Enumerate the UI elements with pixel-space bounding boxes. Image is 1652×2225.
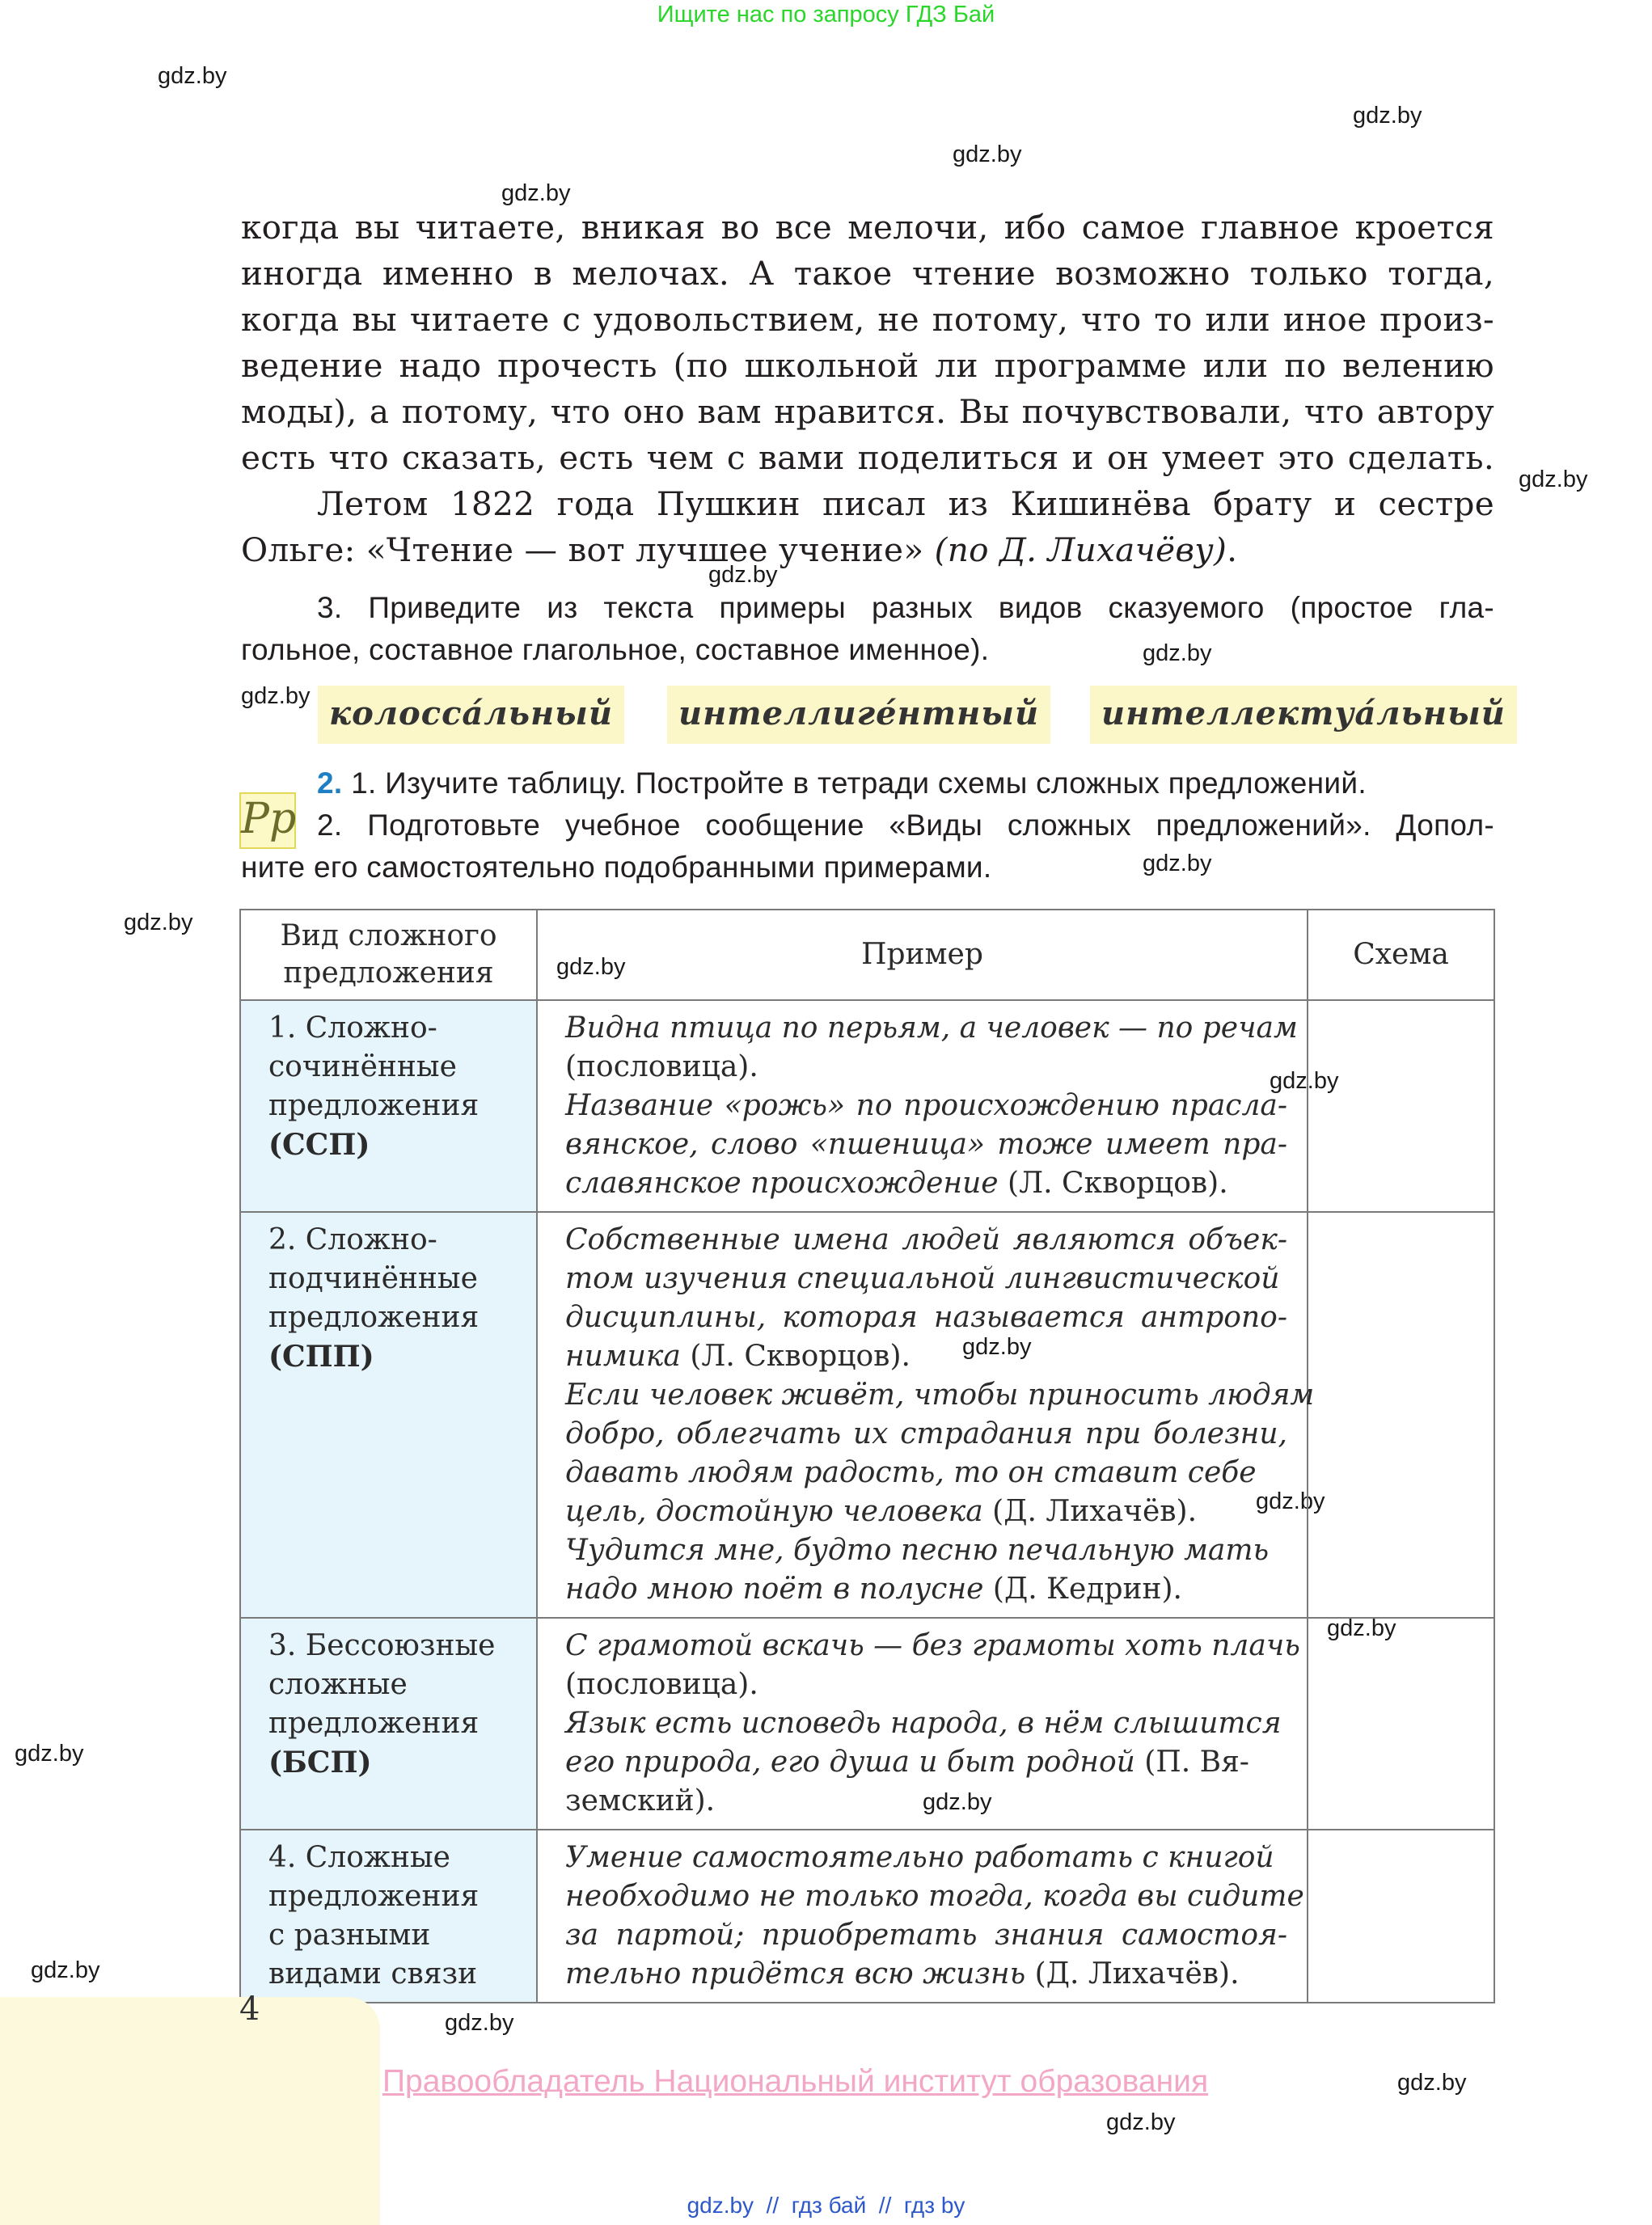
watermark: gdz.by [1106,2109,1176,2135]
example-line [565,1704,1287,1743]
watermark: gdz.by [124,910,193,935]
sentence-type-abbr: (СПП) [268,1340,374,1374]
watermark: gdz.by [1397,2070,1467,2096]
example-italic-text: добро, облегчать их страдания при болезни, [565,1417,1287,1450]
example-line [565,1666,1287,1704]
task-2 [241,762,1494,889]
watermark: gdz.by [962,1334,1032,1360]
example-line [565,1877,1304,1916]
watermark: gdz.by [556,954,626,980]
top-search-banner[interactable]: Ищите нас по запросу ГДЗ Бай [657,2,995,27]
text-line: когда вы читаете, вникая во все мелочи, ибо самое главное кроется [241,208,1494,247]
example-line [565,1221,1287,1260]
example-italic-text: славянское происхождение [565,1167,999,1200]
sentence-type-line: предложения [268,1880,480,1913]
example-italic-text: давать людям радость, то он ставит себе [565,1456,1257,1489]
example-italic-text: цель, достойную человека [565,1495,983,1528]
example-italic-text: С грамотой вскачь — без грамоты хоть плачь [565,1629,1300,1662]
example-source-text: (П. Вя- [1134,1746,1249,1779]
watermark: gdz.by [1327,1615,1396,1641]
sentence-type-line: 2. Сложно- [268,1223,437,1256]
watermark: gdz.by [708,562,778,588]
example-italic-text: необходимо не только тогда, когда вы сидите [565,1880,1304,1913]
watermark: gdz.by [445,2010,514,2036]
watermark: gdz.by [1256,1488,1325,1514]
watermark: gdz.by [1270,1068,1339,1094]
example-italic-text: Если человек живёт, чтобы приносить людям [565,1378,1315,1412]
sentence-type-line: 3. Бессоюзные [268,1629,496,1662]
sentence-type-line: 4. Сложные [268,1841,450,1874]
watermark: gdz.by [923,1789,992,1815]
sentence-type-abbr: (БСП) [268,1746,372,1780]
text-line [241,527,1494,573]
text-line: иногда именно в мелочах. А такое чтение возможно только тогда, [241,254,1494,293]
sentence-type-line: подчинённые [268,1262,478,1295]
sentence-type-abbr: (ССП) [268,1128,370,1162]
example-line [565,1627,1300,1666]
vocabulary-word: интеллектуа́льный [1090,686,1517,744]
example-source-text: земский). [565,1784,716,1818]
example-italic-text: тельно придётся всю жизнь [565,1957,1026,1991]
sentence-type-line: сложные [268,1668,408,1701]
example-line [565,1009,1298,1048]
watermark: gdz.by [1353,103,1422,129]
table-row [240,1212,1494,1618]
sentence-type-line: с разными [268,1919,431,1952]
scheme-cell [1308,1212,1494,1618]
task-line: ните его самостоятельно подобранными примерами. [241,851,992,884]
text-line: Летом 1822 года Пушкин писал из Кишинёва брату и сестре [317,484,1494,523]
sentence-type-cell [240,1212,537,1618]
task-line: 2. Подготовьте учебное сообщение «Виды сложных предложений». Допол- [317,809,1494,842]
example-line [565,1454,1287,1492]
example-source-text: (пословица). [565,1668,758,1701]
example-line [565,1839,1287,1877]
example-source-text: (пословица). [565,1050,758,1083]
example-italic-text: Чудится мне, будто песню печальную мать [565,1534,1270,1567]
example-italic-text: дисциплины, которая называется антропо- [565,1301,1287,1334]
table-row [240,1000,1494,1212]
speech-development-icon: Pp [239,792,296,849]
text-line: есть что сказать, есть чем с вами поделиться и он умеет это сделать. [241,438,1494,477]
example-cell [537,1618,1308,1830]
sentence-type-line: сочинённые [268,1050,457,1083]
bottom-links[interactable]: gdz.by // гдз бай // гдз by [687,2193,965,2218]
example-source-text: (Л. Скворцов). [680,1340,911,1373]
vocabulary-word: колосса́льный [318,686,624,744]
task-number: 2. [317,766,343,800]
example-italic-text: за партой; приобретать знания самостоя- [565,1919,1287,1952]
text-line: ведение надо прочесть (по школьной ли программе или по велению [241,346,1494,385]
table-row [240,1830,1494,2003]
example-line [565,1492,1287,1531]
scheme-cell [1308,1000,1494,1212]
footer-background [0,1997,380,2225]
example-source-text: (Д. Лихачёв). [982,1495,1198,1528]
sentence-type-line: предложения [268,1707,480,1740]
watermark: gdz.by [1519,467,1588,492]
vocabulary-word: интеллиге́нтный [667,686,1050,744]
task-line [241,762,1494,804]
example-line [565,1087,1287,1125]
example-italic-text: том изучения специальной лингвистической [565,1262,1280,1295]
example-italic-text: Собственные имена людей являются объек- [565,1223,1287,1256]
sentence-type-line: видами связи [268,1957,478,1991]
example-line [565,1570,1287,1609]
sentence-types-table [239,909,1495,2003]
example-italic-text: надо мною поёт в полусне [565,1573,984,1606]
example-cell [537,1000,1308,1212]
watermark: gdz.by [158,63,227,89]
example-line [565,1048,1287,1087]
watermark: gdz.by [501,180,571,206]
source-text: (по Д. Лихачёву) [934,530,1227,569]
header-scheme: Схема [1308,910,1494,1000]
scheme-cell [1308,1830,1494,2003]
header-example: Пример [537,910,1308,1000]
quote-text: Ольге: «Чтение — вот лучшее учение» [241,530,924,569]
example-italic-text: Видна птица по перьям, а человек — по речам [565,1011,1298,1045]
text-line: моды), а потому, что оно вам нравится. Вы почувствовали, что автору [241,392,1494,431]
example-italic-text: Название «рожь» по происхождению прасла- [565,1089,1287,1122]
page-number: 4 [239,1991,260,2028]
example-line [565,1125,1287,1164]
example-line [565,1743,1287,1782]
example-line [565,1531,1287,1570]
sentence-type-cell [240,1000,537,1212]
example-italic-text: Язык есть исповедь народа, в нём слышится [565,1707,1282,1740]
watermark: gdz.by [31,1957,100,1983]
example-line [565,1164,1287,1203]
table-header-row [240,910,1494,1000]
text-line: когда вы читаете с удовольствием, не потому, что то или иное произ- [241,300,1494,339]
sentence-type-line: предложения [268,1089,480,1122]
example-cell [537,1212,1315,1618]
sentence-type-cell [240,1618,537,1830]
example-line [565,1337,1287,1376]
task-line-text: 1. Изучите таблицу. Постройте в тетради схемы сложных предложений. [351,766,1367,800]
example-line [565,1955,1287,1994]
scheme-cell [1308,1618,1494,1830]
sentence-type-cell [240,1830,537,2003]
watermark: gdz.by [241,683,311,709]
question-line: гольное, составное глагольное, составное именное). [241,633,990,666]
question-3 [241,587,1494,671]
header-type: Вид сложного предложения [240,910,537,1000]
example-line [565,1376,1315,1415]
rights-holder-link[interactable]: Правообладатель Национальный институт образования [382,2064,1209,2099]
example-italic-text: нимика [565,1340,681,1373]
watermark: gdz.by [15,1741,84,1767]
example-cell [537,1830,1308,2003]
watermark: gdz.by [1143,851,1212,876]
example-italic-text: Умение самостоятельно работать с книгой [565,1841,1274,1874]
period: . [1227,530,1238,569]
example-line [565,1298,1287,1337]
example-line [565,1415,1287,1454]
sentence-type-line: 1. Сложно- [268,1011,437,1045]
example-line [565,1916,1287,1955]
watermark: gdz.by [953,141,1022,167]
sentence-type-line: предложения [268,1301,480,1334]
example-italic-text: его природа, его душа и быт родной [565,1746,1135,1779]
example-source-text: (Л. Скворцов). [998,1167,1228,1200]
example-line [565,1782,1287,1821]
main-text [241,205,1494,573]
question-line: 3. Приведите из текста примеры разных видов сказуемого (простое гла- [317,591,1494,624]
example-line [565,1260,1287,1298]
table-row [240,1618,1494,1830]
example-source-text: (Д. Лихачёв). [1025,1957,1240,1991]
vocabulary-words [318,686,1506,744]
watermark: gdz.by [1143,640,1212,666]
example-italic-text: вянское, слово «пшеница» тоже имеет пра- [565,1128,1287,1161]
example-source-text: (Д. Кедрин). [983,1573,1182,1606]
